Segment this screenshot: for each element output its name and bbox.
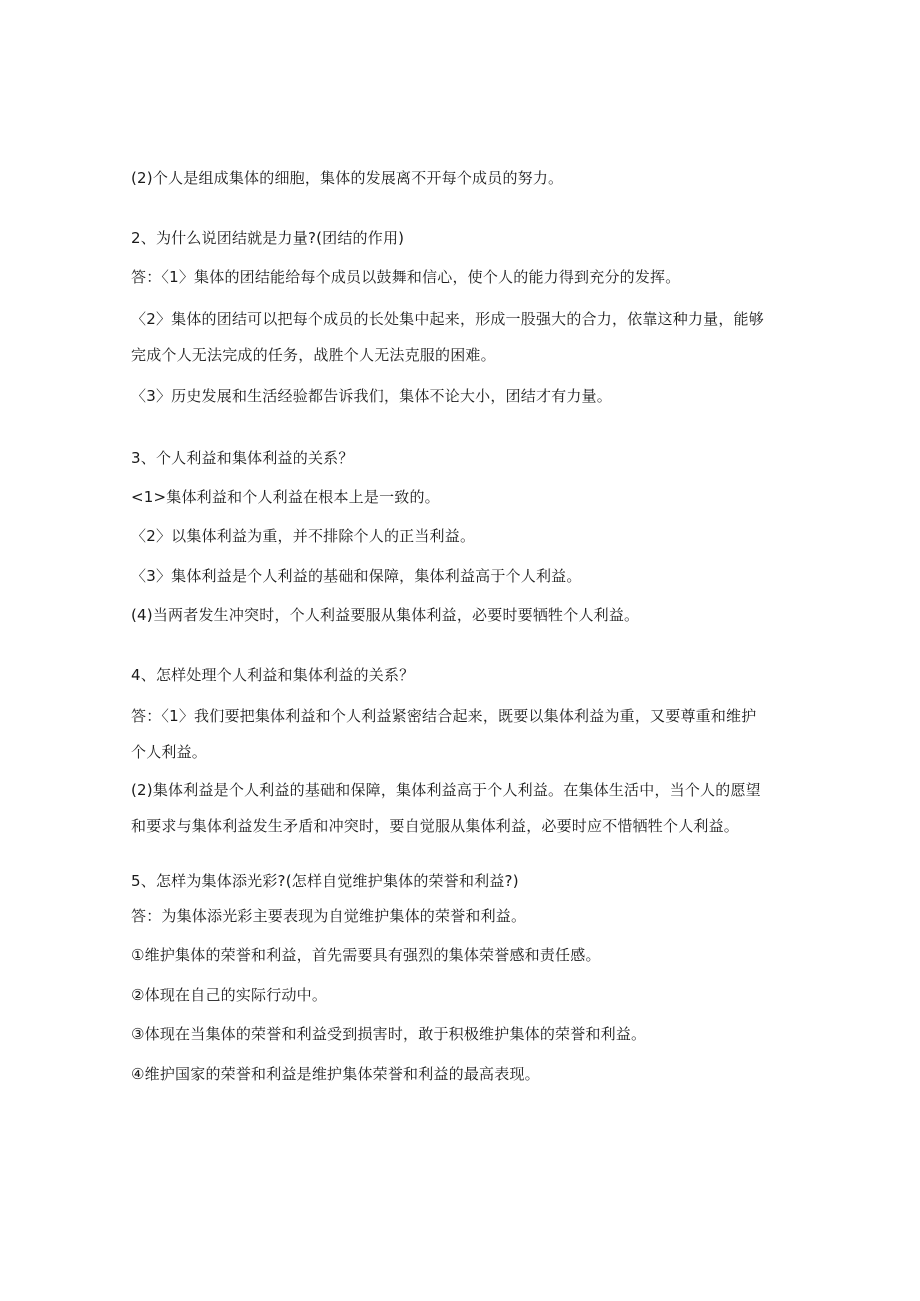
text-line: 答：为集体添光彩主要表现为自觉维护集体的荣誉和利益。: [131, 907, 527, 925]
text-line: 〈3〉历史发展和生活经验都告诉我们，集体不论大小，团结才有力量。: [131, 387, 612, 405]
question-heading: 2、为什么说团结就是力量?(团结的作用): [131, 229, 405, 247]
text-line: (4)当两者发生冲突时，个人利益要服从集体利益，必要时要牺牲个人利益。: [131, 606, 640, 624]
question-heading: 5、怎样为集体添光彩?(怎样自觉维护集体的荣誉和利益?): [131, 872, 519, 890]
text-line: <1>集体利益和个人利益在根本上是一致的。: [131, 488, 440, 506]
text-line: (2)集体利益是个人利益的基础和保障，集体利益高于个人利益。在集体生活中，当个人的愿望: [131, 781, 761, 799]
text-line: 〈3〉集体利益是个人利益的基础和保障，集体利益高于个人利益。: [131, 567, 582, 585]
text-line: ④维护国家的荣誉和利益是维护集体荣誉和利益的最高表现。: [131, 1065, 540, 1083]
text-line: 个人利益。: [131, 743, 208, 761]
text-line: ①维护集体的荣誉和利益，首先需要具有强烈的集体荣誉感和责任感。: [131, 946, 601, 964]
question-heading: 3、个人利益和集体利益的关系？: [131, 449, 354, 467]
text-line: (2)个人是组成集体的细胞，集体的发展离不开每个成员的努力。: [131, 169, 564, 187]
text-line: ③体现在当集体的荣誉和利益受到损害时，敢于积极维护集体的荣誉和利益。: [131, 1025, 647, 1043]
text-line: 〈2〉集体的团结可以把每个成员的长处集中起来，形成一股强大的合力，依靠这种力量，能够: [131, 310, 764, 328]
question-heading: 4、怎样处理个人利益和集体利益的关系？: [131, 666, 415, 684]
text-line: 和要求与集体利益发生矛盾和冲突时，要自觉服从集体利益，必要时应不惜牺牲个人利益。: [131, 817, 740, 835]
text-line: 答：〈1〉我们要把集体利益和个人利益紧密结合起来，既要以集体利益为重，又要尊重和维护: [131, 707, 757, 725]
text-line: ②体现在自己的实际行动中。: [131, 986, 328, 1004]
text-line: 完成个人无法完成的任务，战胜个人无法克服的困难。: [131, 346, 496, 364]
text-line: 答：〈1〉集体的团结能给每个成员以鼓舞和信心，使个人的能力得到充分的发挥。: [131, 268, 681, 286]
text-line: 〈2〉以集体利益为重，并不排除个人的正当利益。: [131, 527, 476, 545]
